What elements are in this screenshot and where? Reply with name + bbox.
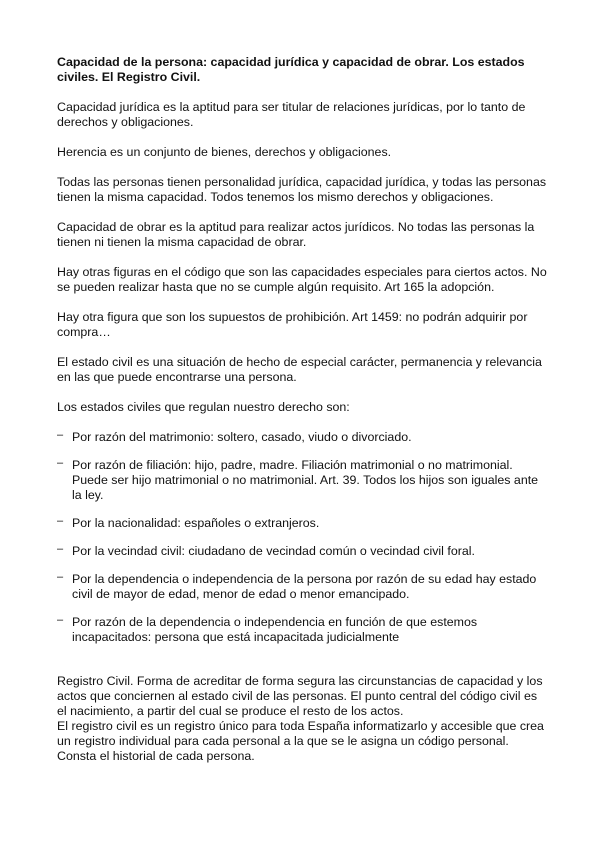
document-body <box>57 55 547 764</box>
paragraph-capacidades-especiales: Hay otras figuras en el código que son las capacidades especiales para ciertos actos. No se pueden realizar hasta que no se cumple algún requisito. Art 165 la adopción. <box>57 265 547 294</box>
dash-bullet-icon: – <box>57 571 64 583</box>
dash-bullet-icon: – <box>57 543 64 555</box>
list-item <box>57 615 547 645</box>
paragraph-capacidad-obrar: Capacidad de obrar es la aptitud para realizar actos jurídicos. No todas las personas la tienen ni tienen la misma capacidad de obrar. <box>57 220 535 249</box>
document-title: Capacidad de la persona: capacidad jurídica y capacidad de obrar. Los estados civiles. El Registro Civil. <box>57 55 525 84</box>
registro-civil-description: El registro civil es un registro único para toda España informatizarlo y accesible que crea un registro individual para cada personal a la que se le asigna un código personal. Consta el historial de cada persona. <box>57 719 544 763</box>
dash-bullet-icon: – <box>57 614 64 626</box>
list-item-text: Por la dependencia o independencia de la persona por razón de su edad hay estado civil de mayor de edad, menor de edad o menor emancipado. <box>72 572 537 601</box>
list-item-text: Por razón del matrimonio: soltero, casado, viudo o divorciado. <box>72 430 412 444</box>
paragraph-herencia: Herencia es un conjunto de bienes, derechos y obligaciones. <box>57 145 392 159</box>
estados-civiles-list <box>57 430 547 645</box>
paragraph-capacidad-juridica: Capacidad jurídica es la aptitud para ser titular de relaciones jurídicas, por lo tanto de derechos y obligaciones. <box>57 100 526 129</box>
paragraph-personalidad: Todas las personas tienen personalidad jurídica, capacidad jurídica, y todas las personas tienen la misma capacidad. Todos tenemos los mismo derechos y obligaciones. <box>57 175 547 204</box>
dash-bullet-icon: – <box>57 429 64 441</box>
list-item <box>57 516 547 531</box>
list-item <box>57 430 547 445</box>
list-item <box>57 544 547 559</box>
list-item-text: Por razón de la dependencia o independencia en función de que estemos incapacitados: persona que está incapacitada judicialmente <box>72 615 478 644</box>
paragraph-estados-intro: Los estados civiles que regulan nuestro derecho son: <box>57 400 350 414</box>
list-item <box>57 458 547 503</box>
list-item-text: Por razón de filiación: hijo, padre, madre. Filiación matrimonial o no matrimonial. Puede ser hijo matrimonial o no matrimonial. Art. 39. Todos los hijos son iguales ante la ley. <box>72 458 539 502</box>
dash-bullet-icon: – <box>57 515 64 527</box>
list-item-text: Por la vecindad civil: ciudadano de vecindad común o vecindad civil foral. <box>72 544 475 558</box>
list-item-text: Por la nacionalidad: españoles o extranjeros. <box>72 516 320 530</box>
dash-bullet-icon: – <box>57 457 64 469</box>
list-item <box>57 572 547 602</box>
paragraph-registro-civil <box>57 674 547 764</box>
paragraph-estado-civil: El estado civil es una situación de hecho de especial carácter, permanencia y relevancia en las que puede encontrarse una persona. <box>57 355 542 384</box>
registro-civil-definition: Registro Civil. Forma de acreditar de forma segura las circunstancias de capacidad y los actos que conciernen al estado civil de las personas. El punto central del código civil es el nacimiento, a partir del cual se produce el resto de los actos. <box>57 674 543 718</box>
paragraph-prohibicion: Hay otra figura que son los supuestos de prohibición. Art 1459: no podrán adquirir por compra… <box>57 310 528 339</box>
